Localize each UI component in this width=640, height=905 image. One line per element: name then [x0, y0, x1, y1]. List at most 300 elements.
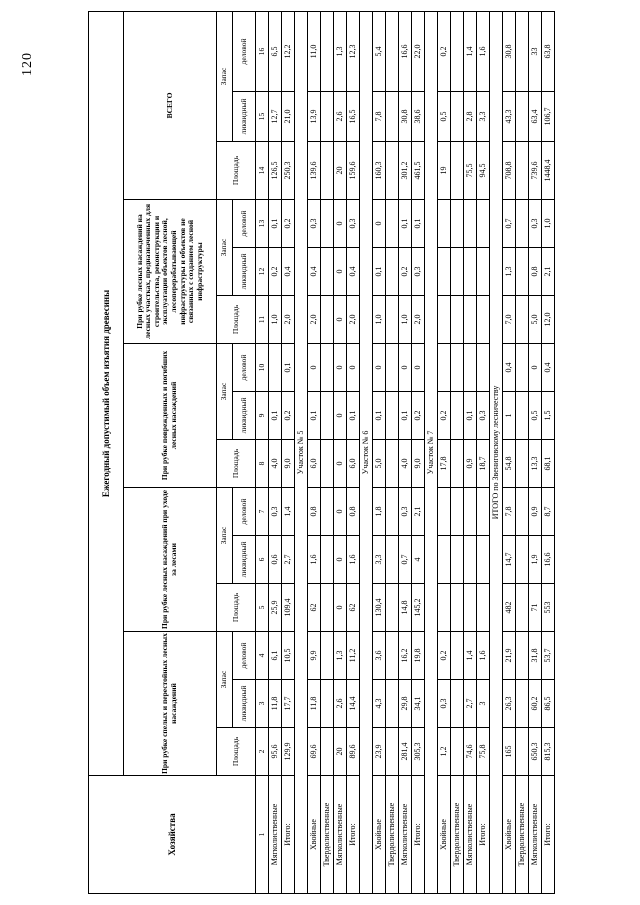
- table-cell: [321, 680, 334, 728]
- table-title-row: [89, 11, 124, 893]
- table-cell: 0,1: [282, 344, 295, 392]
- table-cell: [451, 344, 464, 392]
- table-cell: 14,8: [399, 584, 412, 632]
- section-row: [490, 11, 503, 893]
- table-cell: 5,0: [529, 296, 542, 344]
- table-cell: 4: [412, 536, 425, 584]
- table-cell: [516, 440, 529, 488]
- row-label: Мягколиственные: [399, 776, 412, 894]
- table-cell: 0,1: [399, 200, 412, 248]
- table-cell: 4,0: [269, 440, 282, 488]
- table-cell: 38,6: [412, 92, 425, 142]
- table-cell: [464, 296, 477, 344]
- subheader-area: Площадь: [217, 584, 256, 632]
- table-cell: 11,8: [308, 680, 321, 728]
- column-numbers-row: [256, 11, 269, 893]
- table-cell: [477, 296, 490, 344]
- section-header: Участок № 7: [425, 11, 438, 893]
- subheader-liquid: ликвидный: [233, 248, 256, 296]
- table-cell: [321, 488, 334, 536]
- table-cell: 6,0: [347, 440, 360, 488]
- row-label: Хвойные: [373, 776, 386, 894]
- table-cell: 1,4: [464, 632, 477, 680]
- table-cell: [516, 536, 529, 584]
- table-cell: 5,0: [373, 440, 386, 488]
- table-cell: 1,6: [477, 11, 490, 91]
- table-cell: [386, 632, 399, 680]
- group-header-infrastructure-felling: При рубке лесных насаждений на лесных участках, предназначенных для строительства, реконструкции и эксплуатации объектов лесной, лесоперерабатывающей инфраструктуры и объектов не связанных с созданием лесной инфраструктуры: [124, 200, 217, 344]
- table-cell: 145,2: [412, 584, 425, 632]
- table-cell: 2,0: [308, 296, 321, 344]
- table-cell: 106,7: [542, 92, 555, 142]
- table-cell: [451, 488, 464, 536]
- column-number: 5: [256, 584, 269, 632]
- table-cell: 25,9: [269, 584, 282, 632]
- table-cell: 0,3: [477, 392, 490, 440]
- group-header-damaged-felling: При рубке поврежденных и погибших лесных насаждений: [124, 344, 217, 488]
- table-cell: [321, 584, 334, 632]
- table-cell: [386, 728, 399, 776]
- table-cell: 0,2: [412, 392, 425, 440]
- table-cell: 63,4: [529, 92, 542, 142]
- table-cell: 14,4: [347, 680, 360, 728]
- table-cell: [451, 392, 464, 440]
- table-cell: 9,0: [412, 440, 425, 488]
- table-cell: 281,4: [399, 728, 412, 776]
- data-row: [282, 11, 295, 893]
- table-cell: 1,4: [464, 11, 477, 91]
- table-cell: [321, 142, 334, 200]
- subheader-stock: Запас: [217, 344, 233, 440]
- table-cell: 305,3: [412, 728, 425, 776]
- table-cell: 43,3: [503, 92, 516, 142]
- row-label: Мягколиственные: [334, 776, 347, 894]
- table-cell: 0: [334, 536, 347, 584]
- subheader-business: деловой: [233, 200, 256, 248]
- section-row: [295, 11, 308, 893]
- table-cell: 18,7: [477, 440, 490, 488]
- table-cell: [321, 440, 334, 488]
- table-cell: [438, 248, 451, 296]
- table-cell: [321, 728, 334, 776]
- table-cell: 9,9: [308, 632, 321, 680]
- table-cell: 1: [503, 392, 516, 440]
- table-cell: [386, 92, 399, 142]
- table-cell: 130,4: [373, 584, 386, 632]
- table-cell: [321, 536, 334, 584]
- subheader-business: деловой: [233, 632, 256, 680]
- group-header-care-felling: При рубке лесных насаждений при уходе за лесами: [124, 488, 217, 632]
- table-cell: 0,2: [438, 632, 451, 680]
- table-cell: 11,8: [269, 680, 282, 728]
- table-cell: 16,6: [399, 11, 412, 91]
- table-cell: 0,4: [308, 248, 321, 296]
- table-cell: [386, 680, 399, 728]
- table-cell: 0,3: [399, 488, 412, 536]
- table-cell: 165: [503, 728, 516, 776]
- table-cell: 2,0: [412, 296, 425, 344]
- table-cell: [386, 536, 399, 584]
- table-cell: 0: [334, 488, 347, 536]
- subheader-business: деловой: [233, 344, 256, 392]
- table-cell: [516, 248, 529, 296]
- table-cell: 12,3: [347, 11, 360, 91]
- section-row: [425, 11, 438, 893]
- table-cell: 0,2: [282, 200, 295, 248]
- table-cell: 4,0: [399, 440, 412, 488]
- column-header-owners: Хозяйства: [89, 776, 256, 894]
- table-cell: 30,8: [503, 11, 516, 91]
- data-row: [542, 11, 555, 893]
- table-cell: [321, 92, 334, 142]
- table-cell: 6,0: [308, 440, 321, 488]
- table-cell: [477, 536, 490, 584]
- table-cell: 0,5: [438, 92, 451, 142]
- table-cell: [464, 536, 477, 584]
- table-cell: 31,8: [529, 632, 542, 680]
- row-label: Итого:: [477, 776, 490, 894]
- table-cell: 2,0: [282, 296, 295, 344]
- table-cell: 1,5: [542, 392, 555, 440]
- table-cell: [477, 344, 490, 392]
- table-cell: [386, 248, 399, 296]
- table-cell: 0: [373, 200, 386, 248]
- table-body: [269, 11, 555, 893]
- table-cell: 17,8: [438, 440, 451, 488]
- table-cell: 9,0: [282, 440, 295, 488]
- table-cell: 2,6: [334, 680, 347, 728]
- table-cell: [516, 296, 529, 344]
- row-label: Итого:: [282, 776, 295, 894]
- table-cell: [386, 344, 399, 392]
- table-cell: 74,6: [464, 728, 477, 776]
- table-cell: [438, 296, 451, 344]
- table-cell: 29,8: [399, 680, 412, 728]
- section-header: Участок № 5: [295, 11, 308, 893]
- table-cell: 1,3: [334, 11, 347, 91]
- table-cell: 54,8: [503, 440, 516, 488]
- group-header-mature-felling: При рубке спелых и перестойных лесных насаждений: [124, 632, 217, 776]
- section-header: Участок № 6: [360, 11, 373, 893]
- table-cell: [321, 11, 334, 91]
- table-cell: [451, 142, 464, 200]
- table-cell: 7,8: [373, 92, 386, 142]
- table-cell: 17,7: [282, 680, 295, 728]
- table-cell: [386, 584, 399, 632]
- row-label: Хвойные: [308, 776, 321, 894]
- table-cell: 4,3: [373, 680, 386, 728]
- table-cell: [386, 11, 399, 91]
- table-cell: 68,1: [542, 440, 555, 488]
- table-cell: 301,2: [399, 142, 412, 200]
- table-cell: 739,6: [529, 142, 542, 200]
- table-cell: 1,6: [477, 632, 490, 680]
- table-cell: 2,0: [347, 296, 360, 344]
- table-cell: [464, 200, 477, 248]
- table-cell: [451, 440, 464, 488]
- table-cell: 0,4: [503, 344, 516, 392]
- table-cell: 62: [347, 584, 360, 632]
- data-row: [516, 11, 529, 893]
- table-cell: 159,6: [347, 142, 360, 200]
- table-cell: 461,5: [412, 142, 425, 200]
- table-cell: 16,6: [542, 536, 555, 584]
- table-cell: 0,3: [347, 200, 360, 248]
- forestry-volume-table: [88, 11, 555, 894]
- table-cell: 0,1: [399, 392, 412, 440]
- table-title: Ежегодный допустимый объем изъятия древесины: [89, 11, 124, 775]
- data-row: [386, 11, 399, 893]
- column-number: 9: [256, 392, 269, 440]
- table-cell: 95,6: [269, 728, 282, 776]
- table-cell: [516, 142, 529, 200]
- table-cell: 63,8: [542, 11, 555, 91]
- table-cell: 20: [334, 142, 347, 200]
- table-cell: 33: [529, 11, 542, 91]
- table-cell: 13,3: [529, 440, 542, 488]
- data-row: [269, 11, 282, 893]
- table-cell: 30,8: [399, 92, 412, 142]
- table-cell: 60,2: [529, 680, 542, 728]
- table-cell: 2,1: [412, 488, 425, 536]
- table-cell: [321, 632, 334, 680]
- table-cell: 0: [529, 344, 542, 392]
- table-cell: 0,2: [399, 248, 412, 296]
- row-label: Мягколиственные: [529, 776, 542, 894]
- table-cell: 5,4: [373, 11, 386, 91]
- table-cell: 0,2: [282, 392, 295, 440]
- table-cell: [438, 488, 451, 536]
- table-cell: 0,3: [269, 488, 282, 536]
- table-cell: [386, 296, 399, 344]
- table-cell: 14,7: [503, 536, 516, 584]
- table-cell: 0,7: [503, 200, 516, 248]
- table-cell: [269, 344, 282, 392]
- table-cell: 1,4: [282, 488, 295, 536]
- subheader-stock: Запас: [217, 488, 233, 584]
- table-cell: 0,1: [373, 248, 386, 296]
- data-row: [347, 11, 360, 893]
- table-cell: [516, 92, 529, 142]
- column-number: 13: [256, 200, 269, 248]
- table-cell: 3,3: [373, 536, 386, 584]
- table-cell: 0: [334, 248, 347, 296]
- table-cell: 2,1: [542, 248, 555, 296]
- row-label: Итого:: [542, 776, 555, 894]
- section-header: ИТОГО по Звениговскому лесничеству: [490, 11, 503, 893]
- table-cell: 10,5: [282, 632, 295, 680]
- table-cell: 21,0: [282, 92, 295, 142]
- table-cell: 12,7: [269, 92, 282, 142]
- data-row: [438, 11, 451, 893]
- data-row: [321, 11, 334, 893]
- table-cell: 0,1: [347, 392, 360, 440]
- table-cell: 2,6: [334, 92, 347, 142]
- table-cell: 0: [399, 344, 412, 392]
- table-cell: 0,4: [542, 344, 555, 392]
- table-cell: 19,8: [412, 632, 425, 680]
- subheader-area: Площадь: [217, 296, 256, 344]
- table-cell: 16,2: [399, 632, 412, 680]
- table-cell: [438, 344, 451, 392]
- table-cell: 0,9: [464, 440, 477, 488]
- table-cell: 0: [334, 392, 347, 440]
- table-cell: 129,9: [282, 728, 295, 776]
- table-cell: 1,2: [438, 728, 451, 776]
- table-cell: 86,5: [542, 680, 555, 728]
- table-cell: [321, 248, 334, 296]
- table-cell: 0,1: [464, 392, 477, 440]
- table-cell: 0,1: [269, 392, 282, 440]
- table-cell: 650,3: [529, 728, 542, 776]
- table-cell: [451, 632, 464, 680]
- table-cell: [451, 728, 464, 776]
- table-cell: 94,5: [477, 142, 490, 200]
- table-cell: 0,8: [308, 488, 321, 536]
- table-cell: 139,6: [308, 142, 321, 200]
- table-cell: 71: [529, 584, 542, 632]
- table-cell: [438, 584, 451, 632]
- data-row: [529, 11, 542, 893]
- row-label: Хвойные: [503, 776, 516, 894]
- data-row: [334, 11, 347, 893]
- data-row: [477, 11, 490, 893]
- row-label: Твердолиственные: [516, 776, 529, 894]
- table-cell: 553: [542, 584, 555, 632]
- table-cell: [477, 488, 490, 536]
- table-cell: 1,0: [399, 296, 412, 344]
- table-cell: [321, 200, 334, 248]
- table-cell: 16,5: [347, 92, 360, 142]
- table-cell: 23,9: [373, 728, 386, 776]
- table-cell: 0,2: [438, 392, 451, 440]
- column-number: 4: [256, 632, 269, 680]
- table-cell: [438, 200, 451, 248]
- table-cell: 12,0: [542, 296, 555, 344]
- column-number: 11: [256, 296, 269, 344]
- table-cell: [386, 392, 399, 440]
- table-cell: 0,1: [308, 392, 321, 440]
- row-label: Мягколиственные: [269, 776, 282, 894]
- column-number: 14: [256, 142, 269, 200]
- table-cell: [464, 584, 477, 632]
- table-cell: [516, 680, 529, 728]
- table-cell: 2,7: [282, 536, 295, 584]
- table-cell: 20: [334, 728, 347, 776]
- table-cell: 89,6: [347, 728, 360, 776]
- table-cell: [451, 92, 464, 142]
- table-cell: 22,0: [412, 11, 425, 91]
- column-number: 1: [256, 776, 269, 894]
- table-cell: [451, 536, 464, 584]
- table-cell: 109,4: [282, 584, 295, 632]
- table-cell: 26,3: [503, 680, 516, 728]
- table-cell: [321, 296, 334, 344]
- table-cell: 1,6: [347, 536, 360, 584]
- table-cell: 482: [503, 584, 516, 632]
- table-cell: 0: [334, 200, 347, 248]
- table-cell: 126,5: [269, 142, 282, 200]
- table-cell: 0,9: [529, 488, 542, 536]
- table-cell: [516, 632, 529, 680]
- table-cell: 0: [373, 344, 386, 392]
- subheader-area: Площадь: [217, 440, 256, 488]
- table-cell: [516, 392, 529, 440]
- subheader-area: Площадь: [217, 142, 256, 200]
- table-cell: 250,3: [282, 142, 295, 200]
- table-cell: [386, 488, 399, 536]
- subheader-stock: Запас: [217, 11, 233, 141]
- table-cell: 0,3: [529, 200, 542, 248]
- table-cell: [451, 11, 464, 91]
- group-header-total: ВСЕГО: [124, 11, 217, 199]
- table-cell: 0,6: [269, 536, 282, 584]
- table-cell: [451, 200, 464, 248]
- subheader-business: деловой: [233, 11, 256, 91]
- table-cell: 1,0: [542, 200, 555, 248]
- table-cell: [464, 488, 477, 536]
- table-cell: [464, 344, 477, 392]
- data-row: [308, 11, 321, 893]
- page-number: 120: [20, 52, 35, 76]
- data-row: [503, 11, 516, 893]
- table-cell: 0,1: [373, 392, 386, 440]
- table-cell: 0,4: [347, 248, 360, 296]
- table-cell: 0,2: [269, 248, 282, 296]
- row-label: Твердолиственные: [451, 776, 464, 894]
- table-cell: 0: [308, 344, 321, 392]
- table-cell: 75,5: [464, 142, 477, 200]
- table-cell: 1,6: [308, 536, 321, 584]
- table-cell: 0,7: [399, 536, 412, 584]
- table-cell: 1,0: [269, 296, 282, 344]
- table-cell: 13,9: [308, 92, 321, 142]
- table-cell: 34,1: [412, 680, 425, 728]
- table-cell: 2,7: [464, 680, 477, 728]
- group-header-row: [124, 11, 217, 893]
- table-cell: 3: [477, 680, 490, 728]
- table-cell: 0,1: [269, 200, 282, 248]
- table-cell: 1,8: [373, 488, 386, 536]
- row-label: Твердолиственные: [386, 776, 399, 894]
- row-label: Итого:: [347, 776, 360, 894]
- table-cell: 19: [438, 142, 451, 200]
- table-cell: 0: [334, 584, 347, 632]
- table-cell: [464, 248, 477, 296]
- table-cell: [477, 200, 490, 248]
- table-cell: 0: [334, 296, 347, 344]
- table-cell: [516, 200, 529, 248]
- subheader-stock: Запас: [217, 200, 233, 296]
- table-cell: 0,3: [308, 200, 321, 248]
- subheader-liquid: ликвидный: [233, 92, 256, 142]
- column-number: 6: [256, 536, 269, 584]
- table-cell: [516, 344, 529, 392]
- table-cell: 0: [334, 440, 347, 488]
- table-cell: 1,9: [529, 536, 542, 584]
- table-cell: 0,3: [438, 680, 451, 728]
- subheader-liquid: ликвидный: [233, 680, 256, 728]
- table-cell: [321, 392, 334, 440]
- table-cell: 0: [347, 344, 360, 392]
- subheader-liquid: ликвидный: [233, 392, 256, 440]
- table-cell: 12,2: [282, 11, 295, 91]
- table-cell: 1448,4: [542, 142, 555, 200]
- table-cell: 11,2: [347, 632, 360, 680]
- table-cell: 53,7: [542, 632, 555, 680]
- table-cell: 6,1: [269, 632, 282, 680]
- column-number: 2: [256, 728, 269, 776]
